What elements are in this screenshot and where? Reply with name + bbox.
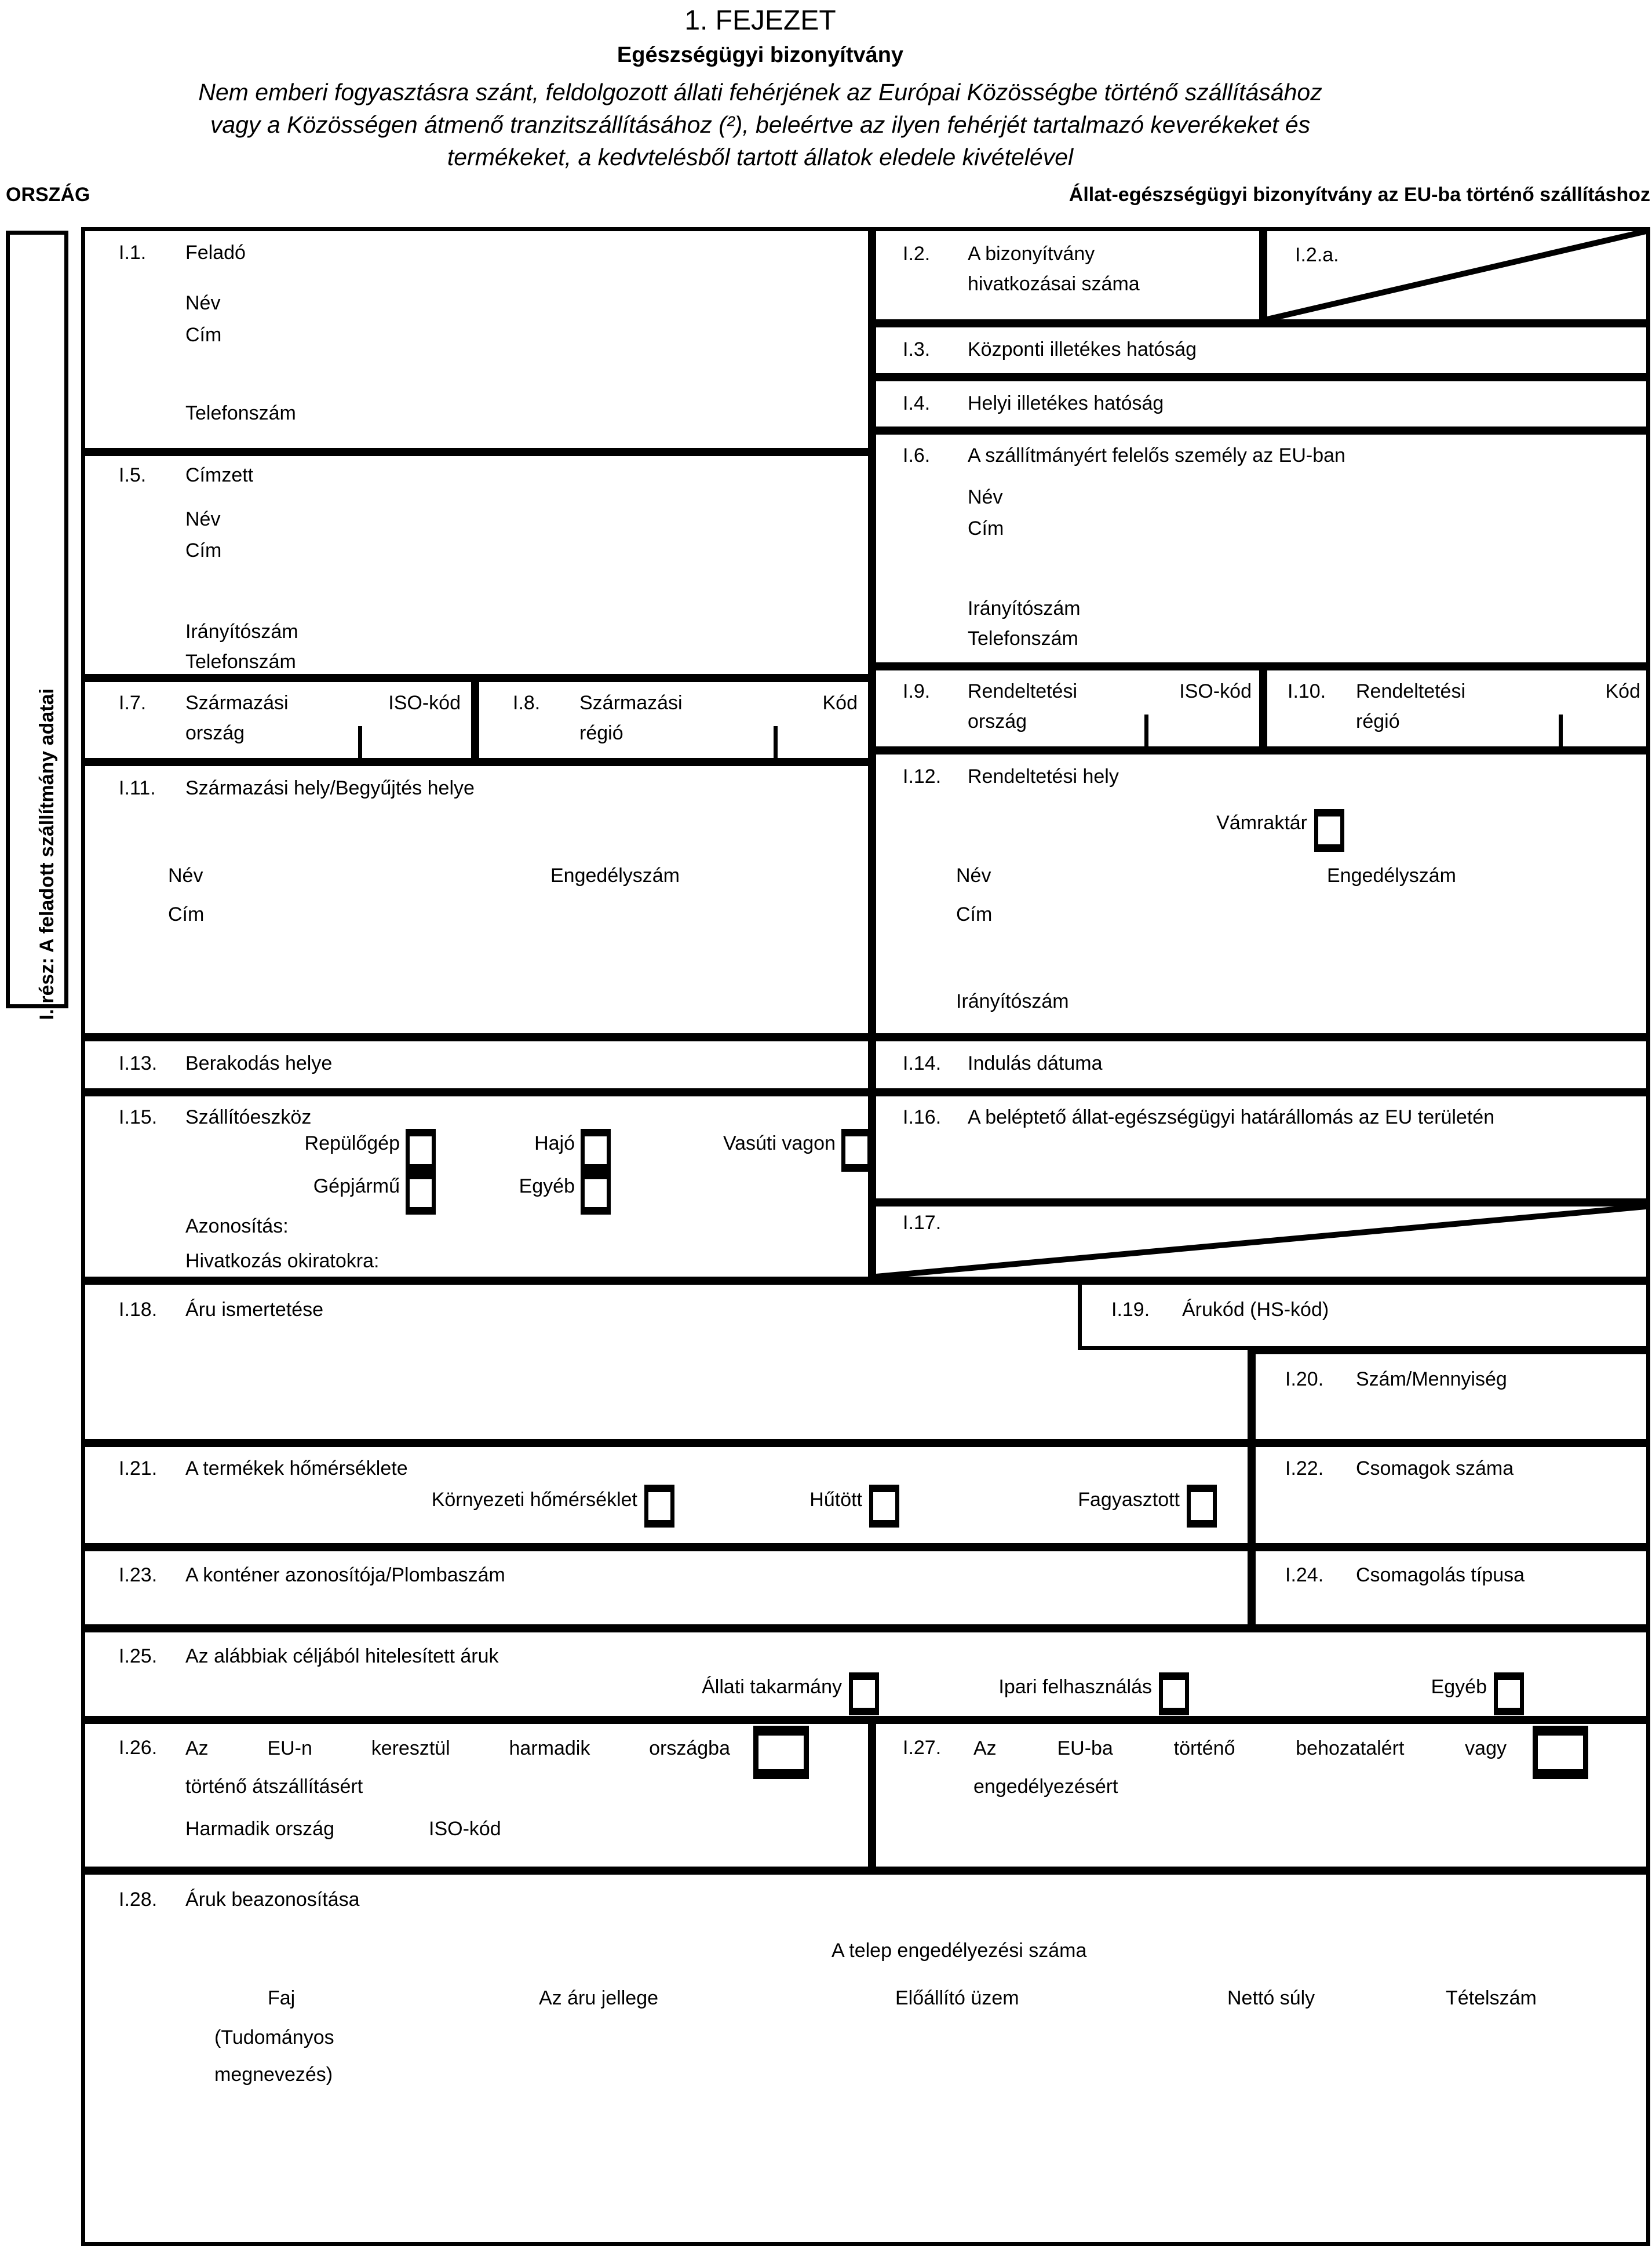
i2-label-line1: A bizonyítvány <box>968 243 1095 265</box>
i6-name-label: Név <box>968 486 1003 508</box>
i25-label: Az alábbiak céljából hitelesített áruk <box>185 1645 499 1667</box>
i21-frozen-checkbox[interactable] <box>1187 1485 1217 1528</box>
i4-label: Helyi illetékes hatóság <box>968 392 1164 414</box>
i16-label: A beléptető állat-egészségügyi határállomás az EU területén <box>968 1106 1495 1128</box>
i27-number: I.27. <box>903 1737 942 1759</box>
i28-col-nature: Az áru jellege <box>539 1987 659 2009</box>
i2-label-line2: hivatkozásai száma <box>968 273 1140 295</box>
i28-col-batch: Tételszám <box>1446 1987 1537 2009</box>
i1-phone-label: Telefonszám <box>185 402 296 424</box>
i8-number: I.8. <box>513 692 541 714</box>
i15-road-vehicle-checkbox[interactable] <box>406 1172 436 1215</box>
i6-number: I.6. <box>903 444 931 466</box>
i15-airplane-checkbox[interactable] <box>406 1129 436 1172</box>
i28-species-note-line1: (Tudományos <box>214 2026 334 2048</box>
i7-label2: ország <box>185 722 245 744</box>
i28-col-net-weight: Nettó súly <box>1227 1987 1315 2009</box>
i12-address-label: Cím <box>956 903 993 925</box>
i5-label: Címzett <box>185 464 254 486</box>
i12-postal-label: Irányítószám <box>956 990 1069 1012</box>
i26-number: I.26. <box>119 1737 158 1759</box>
i9-label2: ország <box>968 710 1027 732</box>
i8-label2: régió <box>579 722 623 744</box>
i24-label: Csomagolás típusa <box>1356 1564 1525 1586</box>
i21-label: A termékek hőmérséklete <box>185 1457 408 1479</box>
i25-other-checkbox[interactable] <box>1494 1672 1524 1715</box>
i6-label: A szállítmányért felelős személy az EU-ban <box>968 444 1345 466</box>
box-i2a <box>1263 227 1650 323</box>
i9-code-tick <box>1144 715 1148 746</box>
i15-airplane-label: Repülőgép <box>304 1132 400 1154</box>
i15-road-vehicle-label: Gépjármű <box>313 1175 400 1197</box>
i9-number: I.9. <box>903 680 931 702</box>
i10-code-tick <box>1559 715 1563 746</box>
box-i9 <box>872 666 1263 750</box>
i21-number: I.21. <box>119 1457 158 1479</box>
i16-number: I.16. <box>903 1106 942 1128</box>
i25-other-label: Egyéb <box>1431 1676 1487 1698</box>
i21-chilled-label: Hűtött <box>809 1489 862 1511</box>
i15-railway-checkbox[interactable] <box>841 1129 871 1172</box>
i9-code-label: ISO-kód <box>1179 680 1252 702</box>
box-i28 <box>81 1871 1650 2246</box>
i12-customs-warehouse-checkbox[interactable] <box>1314 809 1344 852</box>
i8-label: Származási <box>579 692 683 714</box>
page-title: Egészségügyi bizonyítvány <box>617 43 904 67</box>
i5-number: I.5. <box>119 464 147 486</box>
i12-label: Rendeltetési hely <box>968 766 1119 788</box>
i24-number: I.24. <box>1285 1564 1324 1586</box>
i2-number: I.2. <box>903 243 931 265</box>
i6-postal-label: Irányítószám <box>968 597 1081 619</box>
i10-code-label: Kód <box>1605 680 1640 702</box>
i15-identification-label: Azonosítás: <box>185 1215 289 1237</box>
i26-third-country-label: Harmadik ország <box>185 1818 334 1840</box>
i1-label: Feladó <box>185 242 246 264</box>
subtitle-line-2: vagy a Közösségen átmenő tranzitszállításához (²), beleértve az ilyen fehérjét tartalmazó keverékeket és <box>210 111 1311 138</box>
i11-approval-label: Engedélyszám <box>550 865 680 887</box>
i28-label: Áruk beazonosítása <box>185 1889 360 1911</box>
box-i8 <box>475 678 872 762</box>
i7-code-tick <box>358 726 362 758</box>
i12-name-label: Név <box>956 865 991 887</box>
i20-number: I.20. <box>1285 1368 1324 1390</box>
i21-chilled-checkbox[interactable] <box>869 1485 899 1528</box>
i13-label: Berakodás helye <box>185 1052 333 1074</box>
box-i19 <box>1078 1281 1650 1350</box>
part1-sidebar <box>6 231 68 1020</box>
i19-number: I.19. <box>1111 1299 1150 1321</box>
i10-number: I.10. <box>1288 680 1326 702</box>
i19-label: Árukód (HS-kód) <box>1182 1299 1329 1321</box>
i28-number: I.28. <box>119 1889 158 1911</box>
i1-address-label: Cím <box>185 324 222 346</box>
box-i7 <box>81 678 475 762</box>
i21-frozen-label: Fagyasztott <box>1078 1489 1180 1511</box>
i13-number: I.13. <box>119 1052 158 1074</box>
i1-number: I.1. <box>119 242 147 264</box>
i26-label-line1: Az EU-n keresztül harmadik országba <box>185 1737 730 1759</box>
i11-number: I.11. <box>119 777 156 799</box>
i8-code-tick <box>774 726 778 758</box>
i15-other-checkbox[interactable] <box>581 1172 611 1215</box>
i28-col-species: Faj <box>268 1987 296 2009</box>
i26-transit-checkbox[interactable] <box>753 1726 809 1779</box>
i3-number: I.3. <box>903 338 931 360</box>
i28-species-note-line2: megnevezés) <box>214 2064 333 2086</box>
i25-animal-feed-label: Állati takarmány <box>702 1676 842 1698</box>
i5-address-label: Cím <box>185 540 222 562</box>
i25-animal-feed-checkbox[interactable] <box>849 1672 879 1715</box>
i25-industrial-use-checkbox[interactable] <box>1159 1672 1189 1715</box>
i21-ambient-checkbox[interactable] <box>644 1485 674 1528</box>
i6-phone-label: Telefonszám <box>968 628 1078 650</box>
i28-approval-number-label: A telep engedélyezési száma <box>832 1940 1087 1962</box>
i8-code-label: Kód <box>822 692 858 714</box>
i22-number: I.22. <box>1285 1457 1324 1479</box>
i25-number: I.25. <box>119 1645 158 1667</box>
i14-label: Indulás dátuma <box>968 1052 1103 1074</box>
i18-number: I.18. <box>119 1299 158 1321</box>
i25-industrial-use-label: Ipari felhasználás <box>998 1676 1152 1698</box>
i7-label: Származási <box>185 692 289 714</box>
box-i17 <box>872 1202 1650 1281</box>
certificate-type-label: Állat-egészségügyi bizonyítvány az EU-ba történő szállításhoz <box>1068 184 1650 206</box>
i15-number: I.15. <box>119 1106 158 1128</box>
box-i20 <box>1252 1350 1650 1443</box>
i11-address-label: Cím <box>168 903 205 925</box>
i11-label: Származási hely/Begyűjtés helye <box>185 777 475 799</box>
i12-approval-label: Engedélyszám <box>1327 865 1457 887</box>
i7-code-label: ISO-kód <box>388 692 461 714</box>
i22-label: Csomagok száma <box>1356 1457 1514 1479</box>
subtitle-line-1: Nem emberi fogyasztásra szánt, feldolgozott állati fehérjének az Európai Közösségbe történő szállításához <box>198 79 1322 105</box>
i14-number: I.14. <box>903 1052 942 1074</box>
i15-label: Szállítóeszköz <box>185 1106 312 1128</box>
i3-label: Központi illetékes hatóság <box>968 338 1197 360</box>
i6-address-label: Cím <box>968 517 1004 540</box>
i21-ambient-label: Környezeti hőmérséklet <box>431 1489 637 1511</box>
part1-sidebar-label: I. rész: A feladott szállítmány adatai <box>36 688 58 1020</box>
i23-number: I.23. <box>119 1564 158 1586</box>
i17-diagonal-strike <box>876 1206 1646 1277</box>
i10-label: Rendeltetési <box>1356 680 1466 702</box>
i9-label: Rendeltetési <box>968 680 1078 702</box>
i5-postal-label: Irányítószám <box>185 621 298 643</box>
i15-ship-checkbox[interactable] <box>581 1129 611 1172</box>
i12-customs-warehouse-label: Vámraktár <box>1216 812 1307 834</box>
i15-doc-ref-label: Hivatkozás okiratokra: <box>185 1250 380 1272</box>
box-i10 <box>1263 666 1650 750</box>
i10-label2: régió <box>1356 710 1400 732</box>
box-i24 <box>1252 1547 1650 1628</box>
i27-label-line2: engedélyezésért <box>973 1776 1118 1798</box>
i23-label: A konténer azonosítója/Plombaszám <box>185 1564 505 1586</box>
i7-number: I.7. <box>119 692 147 714</box>
i2a-number: I.2.a. <box>1295 244 1339 266</box>
i15-other-label: Egyéb <box>519 1175 575 1197</box>
i1-name-label: Név <box>185 292 221 314</box>
i11-name-label: Név <box>168 865 203 887</box>
chapter-heading: 1. FEJEZET <box>684 5 836 36</box>
country-label: ORSZÁG <box>6 184 90 206</box>
i17-number: I.17. <box>903 1212 942 1234</box>
i27-import-checkbox[interactable] <box>1533 1726 1588 1779</box>
i15-ship-label: Hajó <box>534 1132 575 1154</box>
i12-number: I.12. <box>903 766 942 788</box>
i27-label-line1: Az EU-ba történő behozatalért vagy <box>973 1737 1507 1759</box>
i5-phone-label: Telefonszám <box>185 651 296 673</box>
i5-name-label: Név <box>185 508 221 530</box>
subtitle-line-3: termékeket, a kedvtelésből tartott állatok eledele kivételével <box>447 144 1074 170</box>
i20-label: Szám/Mennyiség <box>1356 1368 1507 1390</box>
i28-col-plant: Előállító üzem <box>895 1987 1019 2009</box>
i18-label: Áru ismertetése <box>185 1299 324 1321</box>
box-i23 <box>81 1547 1252 1628</box>
i26-iso-code-label: ISO-kód <box>429 1818 501 1840</box>
i26-label-line2: történő átszállításért <box>185 1776 363 1798</box>
i4-number: I.4. <box>903 392 931 414</box>
i15-railway-label: Vasúti vagon <box>723 1132 836 1154</box>
box-i11 <box>81 762 872 1037</box>
